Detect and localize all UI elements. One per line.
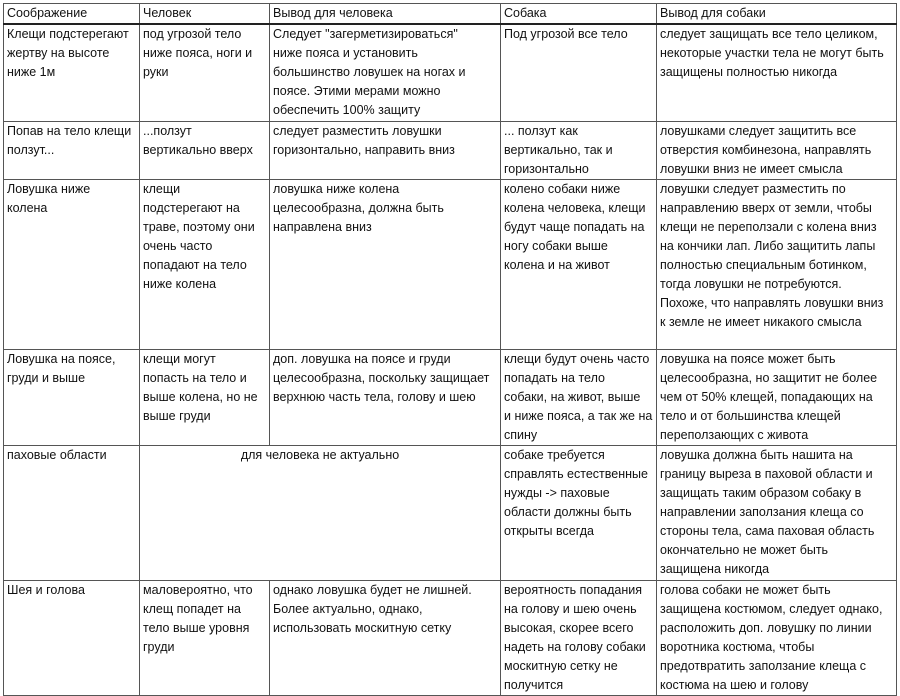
cell-human: маловероятно, что клещ попадет на тело выше уровня груди (140, 580, 270, 695)
comparison-table (3, 3, 897, 696)
cell-human-merged: для человека не актуально (140, 445, 501, 580)
cell-consideration: Клещи подстерегают жертву на высоте ниже 1м (4, 24, 140, 121)
cell-human-conclusion: Следует "загерметизироваться" ниже пояса и установить большинство ловушек на ногах и поясе. Этими мерами можно обеспечить 100% защиту (270, 24, 501, 121)
table-header-row (4, 4, 897, 25)
header-dog-conclusion: Вывод для собаки (657, 4, 897, 25)
cell-dog-conclusion: следует защищать все тело целиком, некоторые участки тела не могут быть защищены полностью никогда (657, 24, 897, 121)
cell-human: ...ползут вертикально вверх (140, 121, 270, 179)
table-row (4, 24, 897, 121)
cell-human-conclusion: следует разместить ловушки горизонтально, направить вниз (270, 121, 501, 179)
cell-dog: Под угрозой все тело (501, 24, 657, 121)
table-row (4, 445, 897, 580)
table-row (4, 349, 897, 445)
cell-consideration: Ловушка ниже колена (4, 179, 140, 349)
cell-dog-conclusion: ловушки следует разместить по направлению вверх от земли, чтобы клещи не переползали с колена вниз на кончики лап. Либо защитить лапы полностью специальным ботинком, тогда ловушки не потребуются. Похоже, что направлять ловушки вниз к земле не имеет никакого смысла (657, 179, 897, 349)
cell-human: под угрозой тело ниже пояса, ноги и руки (140, 24, 270, 121)
cell-dog-conclusion: ловушка на поясе может быть целесообразна, но защитит не более чем от 50% клещей, попадающих на тело и от большинства клещей переползающих с живота (657, 349, 897, 445)
cell-dog: ... ползут как вертикально, так и горизонтально (501, 121, 657, 179)
table-row (4, 580, 897, 695)
cell-consideration: Попав на тело клещи ползут... (4, 121, 140, 179)
cell-consideration: Шея и голова (4, 580, 140, 695)
cell-dog-conclusion: ловушками следует защитить все отверстия комбинезона, направлять ловушки вниз не имеет смысла (657, 121, 897, 179)
cell-dog: вероятность попадания на голову и шею очень высокая, скорее всего надеть на голову собаки москитную сетку не получится (501, 580, 657, 695)
header-dog: Собака (501, 4, 657, 25)
cell-consideration: паховые области (4, 445, 140, 580)
cell-dog-conclusion: голова собаки не может быть защищена костюмом, следует однако, расположить доп. ловушку по линии воротника костюма, чтобы предотвратить заползание клеща с костюма на шею и голову (657, 580, 897, 695)
cell-dog: клещи будут очень часто попадать на тело собаки, на живот, выше и ниже пояса, а так же на спину (501, 349, 657, 445)
table-row (4, 179, 897, 349)
header-human: Человек (140, 4, 270, 25)
cell-human-conclusion: однако ловушка будет не лишней. Более актуально, однако, использовать москитную сетку (270, 580, 501, 695)
cell-dog: собаке требуется справлять естественные нужды -> паховые области должны быть открыты всегда (501, 445, 657, 580)
cell-dog: колено собаки ниже колена человека, клещи будут чаще попадать на ногу собаки выше колена и на живот (501, 179, 657, 349)
cell-human: клещи подстерегают на траве, поэтому они очень часто попадают на тело ниже колена (140, 179, 270, 349)
cell-human-conclusion: доп. ловушка на поясе и груди целесообразна, поскольку защищает верхнюю часть тела, голову и шею (270, 349, 501, 445)
cell-human-conclusion: ловушка ниже колена целесообразна, должна быть направлена вниз (270, 179, 501, 349)
cell-dog-conclusion: ловушка должна быть нашита на границу выреза в паховой области и защищать таким образом собаку в направлении заползания клеща со стороны тела, сама паховая область окончательно не может быть защищена никогда (657, 445, 897, 580)
cell-consideration: Ловушка на поясе, груди и выше (4, 349, 140, 445)
header-human-conclusion: Вывод для человека (270, 4, 501, 25)
cell-human: клещи могут попасть на тело и выше колена, но не выше груди (140, 349, 270, 445)
header-consideration: Соображение (4, 4, 140, 25)
table-row (4, 121, 897, 179)
